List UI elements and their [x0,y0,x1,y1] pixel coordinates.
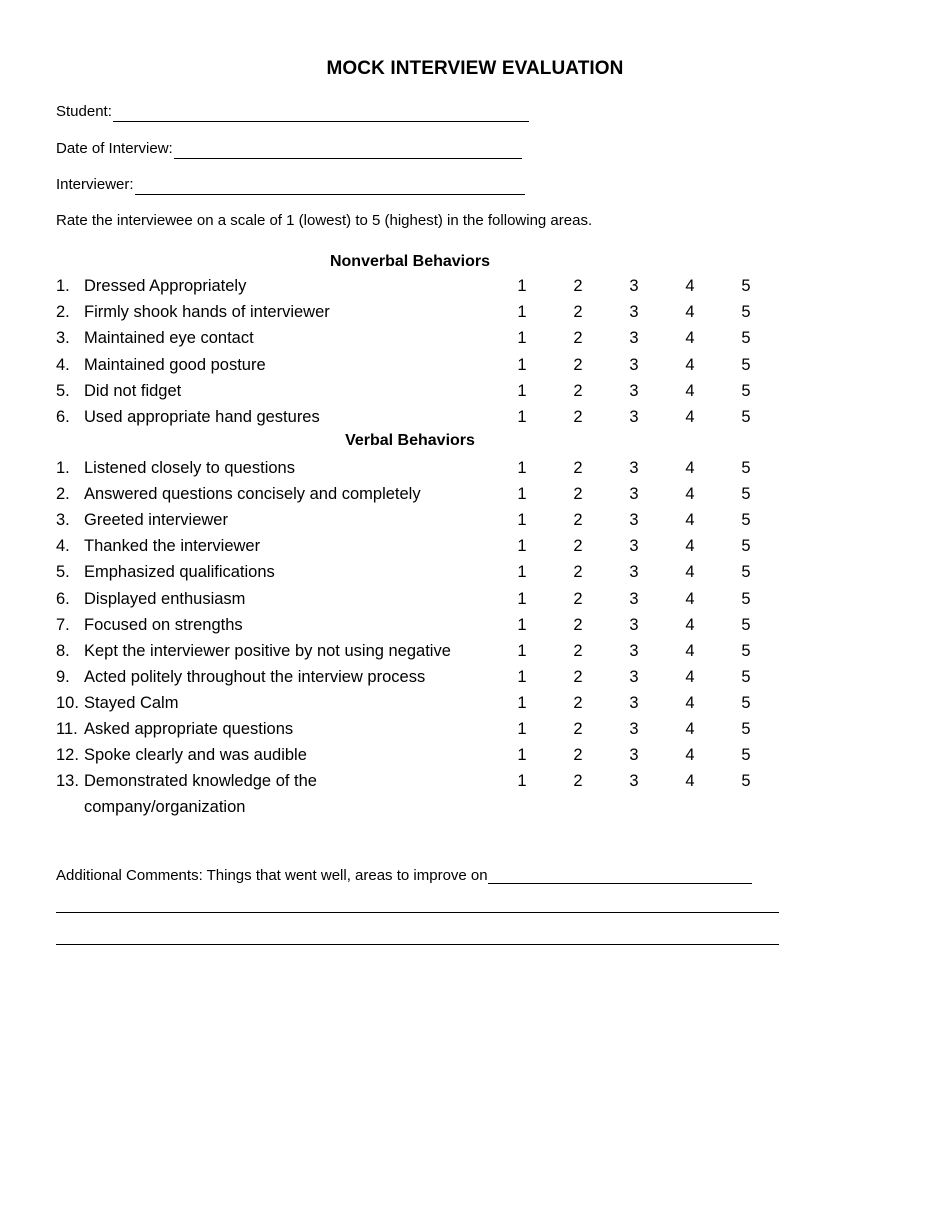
date-blank[interactable] [174,141,522,159]
instructions: Rate the interviewee on a scale of 1 (lowest) to 5 (highest) in the following areas. [56,212,593,229]
item-number: 8. [56,641,70,660]
rating-option[interactable]: 4 [685,329,695,348]
rating-option[interactable]: 3 [629,459,639,477]
rating-option[interactable]: 1 [517,641,527,660]
rating-option[interactable]: 1 [517,746,527,765]
comments-label: Additional Comments: Things that went well, areas to improve on [56,867,488,884]
rating-option[interactable]: 2 [573,511,583,530]
rating-option[interactable]: 2 [573,303,583,322]
rating-option[interactable]: 2 [573,563,583,582]
rating-option[interactable]: 3 [629,641,639,660]
item-number: 13. [56,772,79,791]
rating-option[interactable]: 3 [629,615,639,634]
rating-option[interactable]: 5 [741,277,751,295]
rating-option[interactable]: 3 [629,563,639,582]
item-label: Acted politely throughout the interview process [84,667,426,686]
rating-option[interactable]: 3 [629,381,639,400]
rating-row [56,717,816,741]
rating-scale [510,274,760,298]
student-field[interactable] [56,102,529,122]
rating-option[interactable]: 4 [685,459,695,477]
item-label: Answered questions concisely and completely [84,485,421,504]
rating-option[interactable]: 3 [629,693,639,712]
rating-option[interactable]: 1 [517,772,527,791]
rating-option[interactable]: 1 [517,693,527,712]
rating-option[interactable]: 4 [685,511,695,530]
rating-scale [510,379,760,403]
rating-option[interactable]: 4 [685,355,695,374]
rating-row [56,534,816,558]
rating-option[interactable]: 2 [573,485,583,504]
rating-scale [510,560,760,584]
rating-option[interactable]: 4 [685,485,695,504]
item-number: 3. [56,511,70,530]
rating-scale [510,353,760,377]
rating-option[interactable]: 1 [517,408,527,426]
rating-option[interactable]: 2 [573,720,583,738]
rating-option[interactable]: 1 [517,381,527,400]
item-number: 6. [56,589,70,608]
rating-option[interactable]: 5 [741,381,751,400]
item-label: Displayed enthusiasm [84,589,246,608]
item-label: Demonstrated knowledge of the company/organization [84,772,317,817]
rating-option[interactable]: 4 [685,772,695,791]
rating-row [56,405,816,429]
rating-option[interactable]: 4 [685,720,695,738]
rating-option[interactable]: 5 [741,667,751,686]
rating-option[interactable]: 5 [741,720,751,738]
item-number: 7. [56,615,70,634]
rating-option[interactable]: 2 [573,408,583,426]
rating-option[interactable]: 1 [517,537,527,556]
rating-option[interactable]: 4 [685,277,695,295]
rating-option[interactable]: 2 [573,693,583,712]
rating-option[interactable]: 4 [685,746,695,765]
rating-option[interactable]: 2 [573,641,583,660]
rating-row [56,639,816,663]
rating-option[interactable]: 4 [685,408,695,426]
rating-option[interactable]: 5 [741,408,751,426]
rating-option[interactable]: 4 [685,615,695,634]
item-number: 3. [56,329,70,348]
rating-option[interactable]: 3 [629,303,639,322]
rating-option[interactable]: 4 [685,641,695,660]
rating-row [56,482,816,506]
item-label: Thanked the interviewer [84,537,261,556]
rating-option[interactable]: 3 [629,667,639,686]
rating-option[interactable]: 5 [741,355,751,374]
page-title: MOCK INTERVIEW EVALUATION [326,58,624,79]
rating-row [56,300,816,324]
item-label: Focused on strengths [84,615,243,634]
rating-row [56,353,816,377]
rating-option[interactable]: 4 [685,693,695,712]
rating-option[interactable]: 2 [573,329,583,348]
comments-line[interactable] [56,912,779,913]
rating-row [56,743,816,767]
rating-scale [510,326,760,350]
item-label: Kept the interviewer positive by not using negative [84,641,451,660]
rating-option[interactable]: 1 [517,720,527,738]
rating-option[interactable]: 3 [629,355,639,374]
rating-option[interactable]: 1 [517,277,527,295]
rating-row [56,508,816,532]
item-label: Spoke clearly and was audible [84,746,307,765]
item-number: 1. [56,459,70,477]
rating-scale [510,743,760,767]
rating-option[interactable]: 2 [573,589,583,608]
rating-option[interactable]: 4 [685,667,695,686]
item-label: Stayed Calm [84,693,179,712]
interviewer-blank[interactable] [135,177,525,195]
rating-option[interactable]: 4 [685,589,695,608]
item-number: 5. [56,563,70,582]
item-label: Dressed Appropriately [84,277,247,295]
rating-option[interactable]: 5 [741,693,751,712]
rating-option[interactable]: 1 [517,589,527,608]
rating-option[interactable]: 2 [573,615,583,634]
rating-option[interactable]: 4 [685,381,695,400]
rating-scale [510,300,760,324]
item-label: Listened closely to questions [84,459,295,477]
item-number: 5. [56,381,70,400]
rating-row [56,326,816,350]
rating-option[interactable]: 1 [517,355,527,374]
comments-field[interactable] [56,864,752,884]
rating-row [56,587,816,611]
rating-option[interactable]: 2 [573,277,583,295]
item-number: 6. [56,408,70,426]
rating-option[interactable]: 1 [517,303,527,322]
item-number: 2. [56,485,70,504]
item-label: Emphasized qualifications [84,563,275,582]
rating-option[interactable]: 5 [741,459,751,477]
rating-scale [510,508,760,532]
rating-scale [510,405,760,429]
rating-option[interactable]: 2 [573,746,583,765]
rating-scale [510,717,760,741]
comments-line[interactable] [56,944,779,945]
rating-option[interactable]: 1 [517,563,527,582]
item-label: Maintained eye contact [84,329,254,348]
rating-option[interactable]: 2 [573,459,583,477]
rating-row [56,379,816,403]
nonverbal-section-title: Nonverbal Behaviors [329,253,491,270]
rating-option[interactable]: 1 [517,511,527,530]
rating-option[interactable]: 1 [517,485,527,504]
item-number: 4. [56,355,70,374]
rating-option[interactable]: 2 [573,381,583,400]
rating-option[interactable]: 3 [629,537,639,556]
rating-scale [510,456,760,480]
item-number: 1. [56,277,70,295]
rating-row [56,274,816,298]
comments-blank[interactable] [488,866,752,884]
rating-option[interactable]: 5 [741,511,751,530]
rating-scale [510,613,760,637]
rating-option[interactable]: 2 [573,355,583,374]
student-label: Student: [56,103,112,120]
rating-option[interactable]: 3 [629,408,639,426]
item-number: 10. [56,693,79,712]
rating-option[interactable]: 3 [629,329,639,348]
rating-scale [510,691,760,715]
interviewer-field[interactable] [56,175,525,195]
item-label: Maintained good posture [84,355,266,374]
rating-option[interactable]: 3 [629,277,639,295]
verbal-section-title: Verbal Behaviors [345,432,475,449]
rating-row [56,665,816,689]
rating-option[interactable]: 5 [741,641,751,660]
rating-option[interactable]: 2 [573,772,583,791]
rating-option[interactable]: 1 [517,667,527,686]
item-number: 9. [56,667,70,686]
rating-option[interactable]: 3 [629,485,639,504]
interviewer-label: Interviewer: [56,176,134,193]
rating-row [56,769,816,817]
rating-option[interactable]: 3 [629,589,639,608]
date-label: Date of Interview: [56,140,173,157]
rating-option[interactable]: 4 [685,537,695,556]
rating-row [56,456,816,480]
rating-option[interactable]: 1 [517,329,527,348]
rating-option[interactable]: 5 [741,537,751,556]
rating-option[interactable]: 2 [573,667,583,686]
rating-scale [510,769,760,793]
rating-row [56,691,816,715]
rating-option[interactable]: 5 [741,303,751,322]
item-label: Used appropriate hand gestures [84,408,320,426]
item-number: 4. [56,537,70,556]
rating-option[interactable]: 5 [741,615,751,634]
item-number: 11. [56,720,78,738]
date-field[interactable] [56,139,522,159]
rating-option[interactable]: 5 [741,329,751,348]
rating-scale [510,639,760,663]
rating-option[interactable]: 2 [573,537,583,556]
rating-option[interactable]: 1 [517,459,527,477]
rating-option[interactable]: 1 [517,615,527,634]
item-label: Firmly shook hands of interviewer [84,303,330,322]
rating-option[interactable]: 5 [741,746,751,765]
rating-option[interactable]: 3 [629,746,639,765]
rating-option[interactable]: 4 [685,303,695,322]
rating-option[interactable]: 3 [629,511,639,530]
item-label: Did not fidget [84,381,182,400]
rating-option[interactable]: 5 [741,563,751,582]
rating-option[interactable]: 5 [741,772,751,791]
rating-row [56,560,816,584]
student-blank[interactable] [113,104,529,122]
item-number: 2. [56,303,70,322]
item-label: Asked appropriate questions [84,720,294,738]
rating-scale [510,665,760,689]
rating-option[interactable]: 5 [741,589,751,608]
rating-scale [510,482,760,506]
rating-option[interactable]: 4 [685,563,695,582]
rating-scale [510,534,760,558]
item-label: Greeted interviewer [84,511,228,530]
rating-scale [510,587,760,611]
item-number: 12. [56,746,79,765]
rating-option[interactable]: 3 [629,720,639,738]
rating-option[interactable]: 5 [741,485,751,504]
rating-row [56,613,816,637]
rating-option[interactable]: 3 [629,772,639,791]
